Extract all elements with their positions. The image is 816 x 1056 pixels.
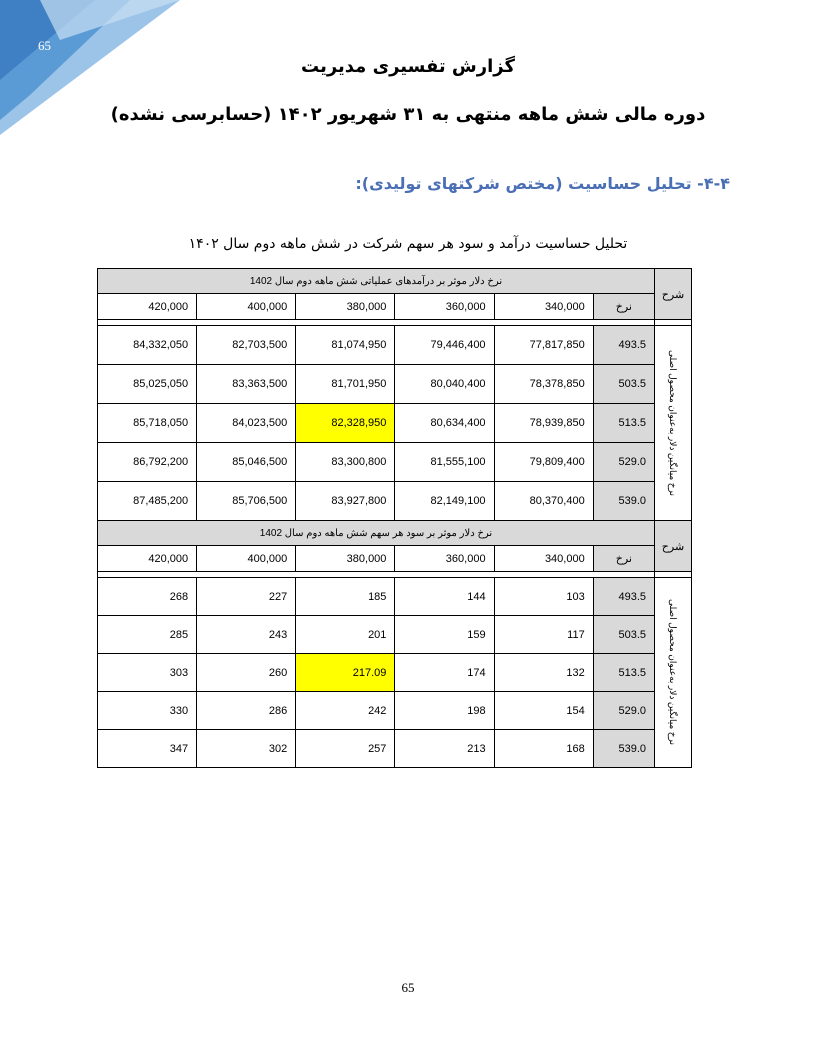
column-header: 340,000 xyxy=(494,294,593,320)
rate-cell: 513.5 xyxy=(593,654,654,692)
rate-cell: 503.5 xyxy=(593,616,654,654)
table-row xyxy=(98,654,692,692)
footer-page-number: 65 xyxy=(401,980,415,995)
table-cell: 81,555,100 xyxy=(395,443,494,482)
table-cell: 260 xyxy=(197,654,296,692)
table-cell: 85,046,500 xyxy=(197,443,296,482)
table-cell: 347 xyxy=(98,730,197,768)
table-cell: 85,718,050 xyxy=(98,404,197,443)
table-cell: 82,149,100 xyxy=(395,482,494,521)
top-page-number: 65 xyxy=(38,38,51,53)
rate-cell: 513.5 xyxy=(593,404,654,443)
table-cell: 81,701,950 xyxy=(296,365,395,404)
table-cell: 174 xyxy=(395,654,494,692)
table-cell: 85,025,050 xyxy=(98,365,197,404)
table-cell: 80,370,400 xyxy=(494,482,593,521)
table-cell: 227 xyxy=(197,578,296,616)
table-cell: 86,792,200 xyxy=(98,443,197,482)
table-cell: 80,040,400 xyxy=(395,365,494,404)
column-header: 380,000 xyxy=(296,294,395,320)
table-cell: 213 xyxy=(395,730,494,768)
table2-side-label: نرخ میانگین دلار به‌عنوان محصول اصلی xyxy=(655,578,692,768)
table1-group-header: نرخ دلار موثر بر درآمدهای عملیاتی شش ماهه دوم سال 1402 xyxy=(98,269,655,294)
column-header: 420,000 xyxy=(98,294,197,320)
table2-group-header: نرخ دلار موثر بر سود هر سهم شش ماهه دوم سال 1402 xyxy=(98,521,655,546)
table-cell: 286 xyxy=(197,692,296,730)
table-cell: 83,300,800 xyxy=(296,443,395,482)
rate-cell: 503.5 xyxy=(593,365,654,404)
highlighted-cell: 217.09 xyxy=(296,654,395,692)
table-row xyxy=(98,730,692,768)
table-cell: 84,332,050 xyxy=(98,326,197,365)
table-row xyxy=(98,404,692,443)
report-title: گزارش تفسیری مدیریت xyxy=(301,56,515,77)
table-cell: 159 xyxy=(395,616,494,654)
table-cell: 285 xyxy=(98,616,197,654)
table-cell: 243 xyxy=(197,616,296,654)
table-cell: 201 xyxy=(296,616,395,654)
table-cell: 132 xyxy=(494,654,593,692)
table-row xyxy=(98,616,692,654)
rate-cell: 539.0 xyxy=(593,730,654,768)
table-row xyxy=(98,482,692,521)
table-cell: 144 xyxy=(395,578,494,616)
rate-column-header: نرخ xyxy=(593,294,654,320)
column-header: 360,000 xyxy=(395,546,494,572)
table-cell: 198 xyxy=(395,692,494,730)
table-cell: 84,023,500 xyxy=(197,404,296,443)
highlighted-cell: 82,328,950 xyxy=(296,404,395,443)
table2-row-label: شرح xyxy=(655,521,692,572)
table-cell: 77,817,850 xyxy=(494,326,593,365)
table-cell: 268 xyxy=(98,578,197,616)
rate-cell: 529.0 xyxy=(593,692,654,730)
table-cell: 81,074,950 xyxy=(296,326,395,365)
table-cell: 82,703,500 xyxy=(197,326,296,365)
section-title: ۴-۴- تحلیل حساسیت (مختص شرکتهای تولیدی): xyxy=(355,174,730,193)
table-cell: 242 xyxy=(296,692,395,730)
table-cell: 330 xyxy=(98,692,197,730)
table-cell: 303 xyxy=(98,654,197,692)
table-cell: 87,485,200 xyxy=(98,482,197,521)
table-cell: 154 xyxy=(494,692,593,730)
table-row xyxy=(98,365,692,404)
table1-side-label: نرخ میانگین دلار به‌عنوان محصول اصلی xyxy=(655,326,692,521)
table-row xyxy=(98,443,692,482)
rate-cell: 539.0 xyxy=(593,482,654,521)
rate-cell: 493.5 xyxy=(593,326,654,365)
table-cell: 78,378,850 xyxy=(494,365,593,404)
table-cell: 302 xyxy=(197,730,296,768)
table-cell: 185 xyxy=(296,578,395,616)
column-header: 400,000 xyxy=(197,294,296,320)
report-subtitle: دوره مالی شش ماهه منتهی به ۳۱ شهریور ۱۴۰۲ (حسابرسی نشده) xyxy=(110,104,706,125)
sensitivity-table xyxy=(97,268,692,768)
table-row xyxy=(98,326,692,365)
column-header: 340,000 xyxy=(494,546,593,572)
column-header: 380,000 xyxy=(296,546,395,572)
table-cell: 83,927,800 xyxy=(296,482,395,521)
column-header: 420,000 xyxy=(98,546,197,572)
table-cell: 257 xyxy=(296,730,395,768)
table-cell: 78,939,850 xyxy=(494,404,593,443)
table-row xyxy=(98,692,692,730)
table-cell: 85,706,500 xyxy=(197,482,296,521)
table-cell: 168 xyxy=(494,730,593,768)
table-cell: 80,634,400 xyxy=(395,404,494,443)
table-row xyxy=(98,578,692,616)
column-header: 400,000 xyxy=(197,546,296,572)
table1-row-label: شرح xyxy=(655,269,692,320)
rate-cell: 493.5 xyxy=(593,578,654,616)
table-cell: 79,809,400 xyxy=(494,443,593,482)
table-cell: 103 xyxy=(494,578,593,616)
table-cell: 79,446,400 xyxy=(395,326,494,365)
table-caption: تحلیل حساسیت درآمد و سود هر سهم شرکت در شش ماهه دوم سال ۱۴۰۲ xyxy=(188,236,628,252)
rate-cell: 529.0 xyxy=(593,443,654,482)
table-cell: 83,363,500 xyxy=(197,365,296,404)
rate-column-header: نرخ xyxy=(593,546,654,572)
table-cell: 117 xyxy=(494,616,593,654)
column-header: 360,000 xyxy=(395,294,494,320)
